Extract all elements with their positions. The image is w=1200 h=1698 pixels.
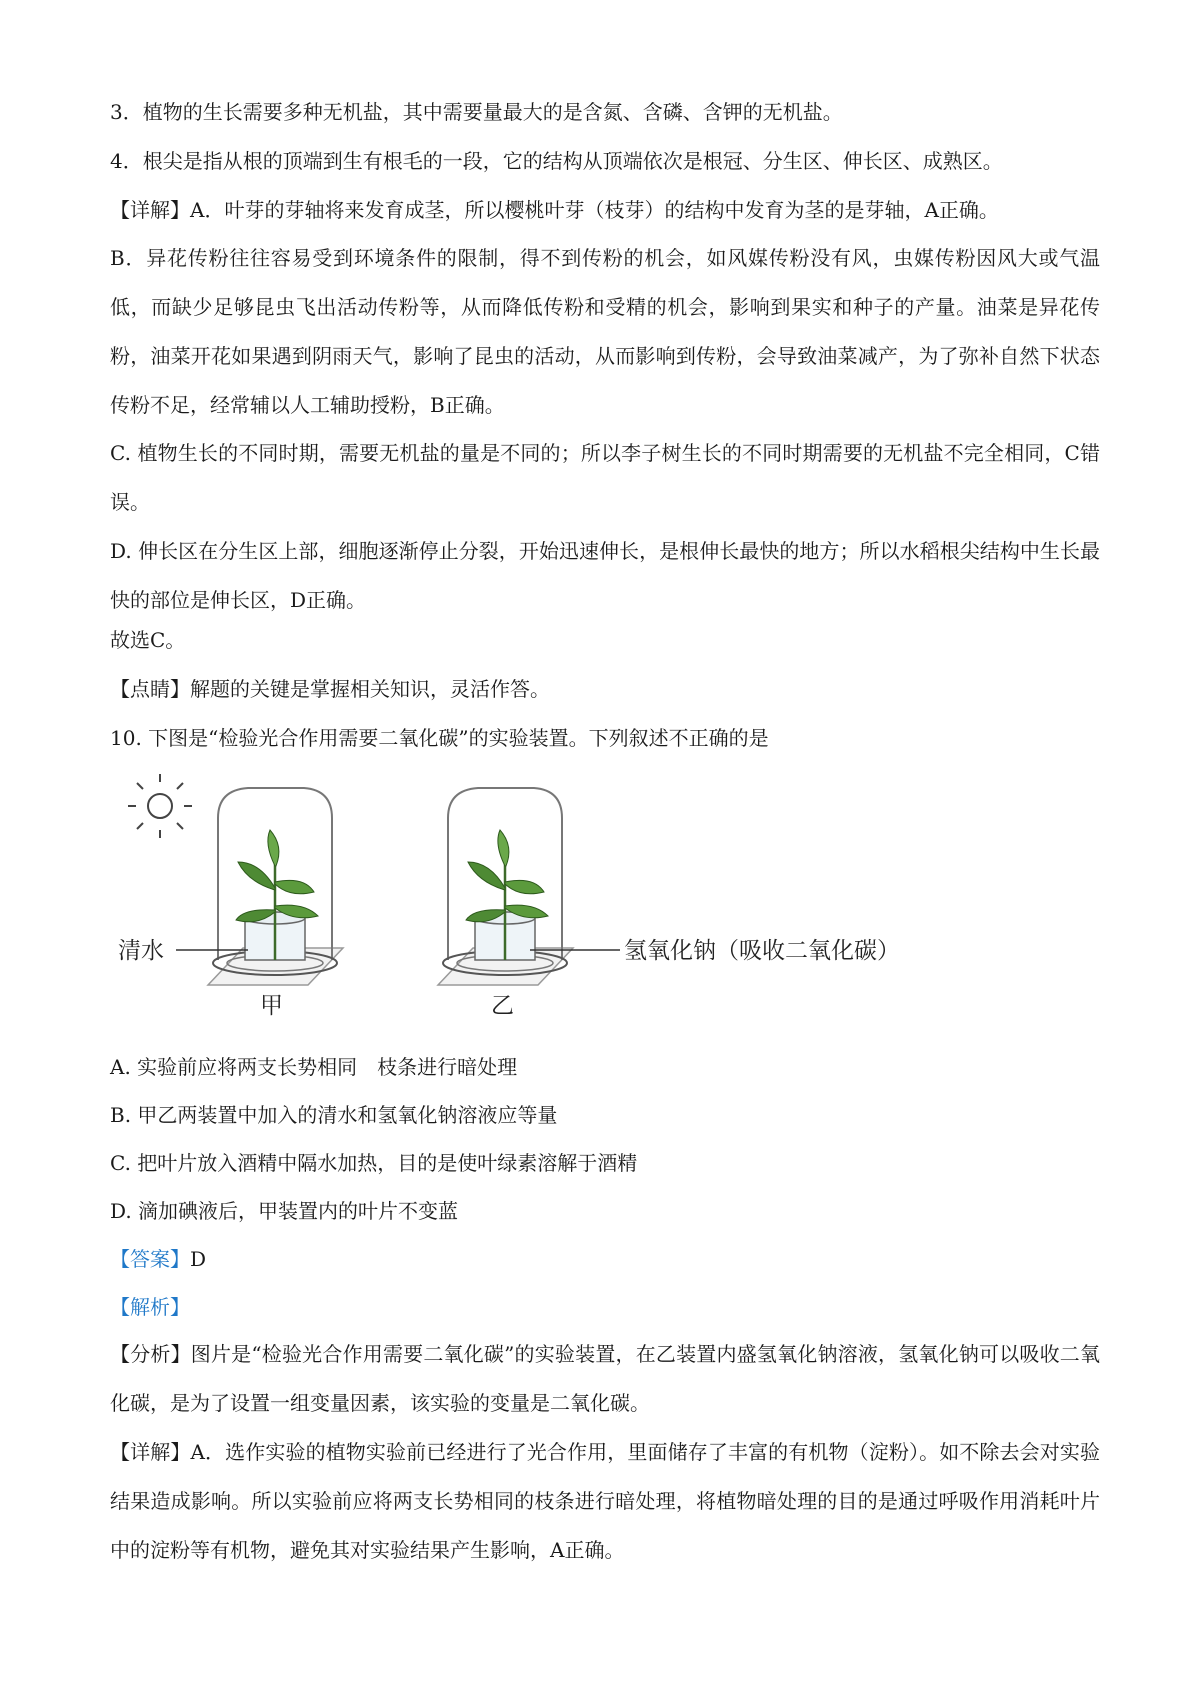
text-line: 故选C。 bbox=[110, 628, 186, 652]
paragraph-b: B．异花传粉往往容易受到环境条件的限制，得不到传粉的机会，如风媒传粉没有风，虫媒传粉因风大或气温低，而缺少足够昆虫飞出活动传粉等，从而降低传粉和受精的机会，影响到果实和种子的产量。油菜是异花传粉，油菜开花如果遇到阴雨天气，影响了昆虫的活动，从而影响到传粉，会导致油菜减产，为了弥补自然下状态传粉不足，经常辅以人工辅助授粉，B正确。 bbox=[110, 246, 1100, 417]
text-line: 4．根尖是指从根的顶端到生有根毛的一段，它的结构从顶端依次是根冠、分生区、伸长区、成熟区。 bbox=[110, 149, 1003, 173]
answer-tag: 【答案】 bbox=[110, 1247, 190, 1271]
experiment-figure bbox=[118, 770, 900, 1030]
answer-line bbox=[110, 1244, 1100, 1274]
text-line: 【点睛】解题的关键是掌握相关知识，灵活作答。 bbox=[110, 677, 550, 701]
label-jar-jia: 甲 bbox=[260, 993, 283, 1019]
question-10: 10. 下图是“检验光合作用需要二氧化碳”的实验装置。下列叙述不正确的是 bbox=[110, 726, 769, 750]
label-naoh: 氢氧化钠（吸收二氧化碳） bbox=[624, 938, 900, 964]
text-line: 【详解】A．叶芽的芽轴将来发育成茎，所以樱桃叶芽（枝芽）的结构中发育为茎的是芽轴，A正确。 bbox=[110, 198, 999, 222]
option-a: A. 实验前应将两支长势相同 枝条进行暗处理 bbox=[110, 1055, 518, 1079]
paragraph-c: C. 植物生长的不同时期，需要无机盐的量是不同的；所以李子树生长的不同时期需要的无机盐不完全相同，C错误。 bbox=[110, 441, 1100, 514]
label-jar-yi: 乙 bbox=[491, 993, 514, 1019]
sun-icon bbox=[128, 774, 192, 838]
jar-jia bbox=[208, 788, 343, 985]
paragraph-d: D. 伸长区在分生区上部，细胞逐渐停止分裂，开始迅速伸长，是根伸长最快的地方；所以水稻根尖结构中生长最快的部位是伸长区，D正确。 bbox=[110, 539, 1100, 612]
option-b: B. 甲乙两装置中加入的清水和氢氧化钠溶液应等量 bbox=[110, 1103, 558, 1127]
option-c: C. 把叶片放入酒精中隔水加热，目的是使叶绿素溶解于酒精 bbox=[110, 1151, 638, 1175]
label-water: 清水 bbox=[118, 938, 164, 964]
detail-paragraph: 【详解】A．选作实验的植物实验前已经进行了光合作用，里面储存了丰富的有机物（淀粉）。如不除去会对实验结果造成影响。所以实验前应将两支长势相同的枝条进行暗处理，将植物暗处理的目的是通过呼吸作用消耗叶片中的淀粉等有机物，避免其对实验结果产生影响，A正确。 bbox=[110, 1440, 1100, 1562]
analysis-tag: 【解析】 bbox=[110, 1295, 190, 1319]
text-line: 3．植物的生长需要多种无机盐，其中需要量最大的是含氮、含磷、含钾的无机盐。 bbox=[110, 100, 843, 124]
answer-value: D bbox=[190, 1247, 207, 1271]
jar-yi bbox=[438, 788, 573, 985]
option-d: D. 滴加碘液后，甲装置内的叶片不变蓝 bbox=[110, 1199, 459, 1223]
analysis-paragraph: 【分析】图片是“检验光合作用需要二氧化碳”的实验装置，在乙装置内盛氢氧化钠溶液，氢氧化钠可以吸收二氧化碳，是为了设置一组变量因素，该实验的变量是二氧化碳。 bbox=[110, 1342, 1100, 1415]
